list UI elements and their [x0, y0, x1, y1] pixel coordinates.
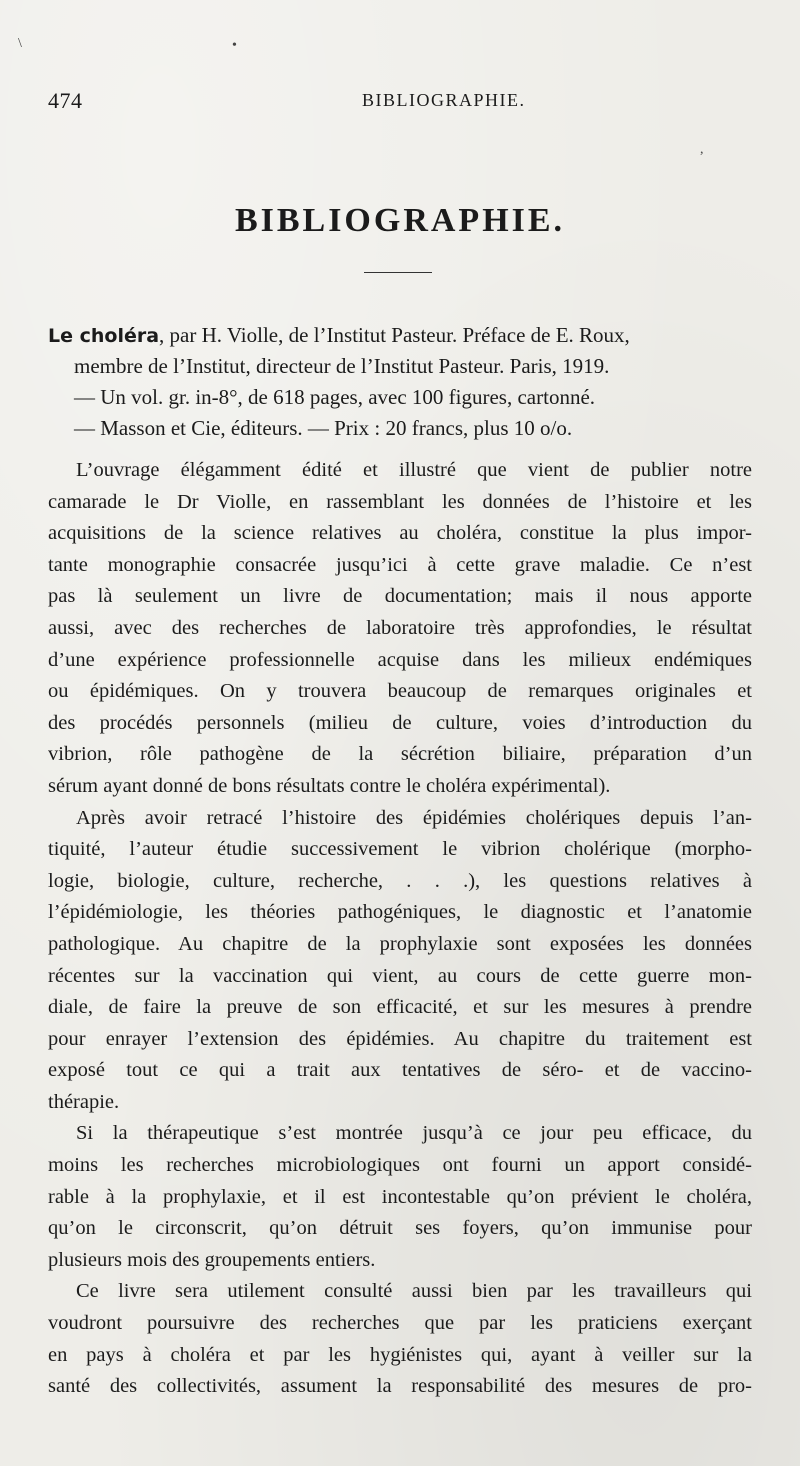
text-line: ou épidémiques. On y trouvera beaucoup de remarques originales et	[48, 680, 752, 703]
text-line: Ce livre sera utilement consulté aussi bien par les travailleurs qui	[76, 1280, 752, 1303]
text-line: logie, biologie, culture, recherche, . . .), les questions relatives à	[48, 869, 752, 892]
text-line: L’ouvrage élégamment édité et illustré que vient de publier notre	[76, 459, 752, 481]
text-line: camarade le Dr Violle, en rassemblant les données de l’histoire et les	[48, 490, 752, 513]
page-number: 474	[48, 88, 83, 113]
text-line: diale, de faire la preuve de son efficacité, et sur les mesures à prendre	[48, 996, 752, 1019]
text-line: voudront poursuivre des recherches que par les praticiens exerçant	[48, 1312, 752, 1335]
text-line: moins les recherches microbiologiques ont fourni un apport considé-	[48, 1154, 752, 1177]
text-line: sérum ayant donné de bons résultats contre le choléra expérimental).	[48, 774, 611, 797]
text-line: pas là seulement un livre de documentation; mais il nous apporte	[48, 585, 752, 608]
text-line: tiquité, l’auteur étudie successivement le vibrion cholérique (morpho-	[48, 838, 752, 861]
text-line: thérapie.	[48, 1090, 120, 1113]
scan-speck: ,	[700, 142, 704, 157]
text-line: pathologique. Au chapitre de la prophylaxie sont exposées les données	[48, 932, 752, 955]
text-line: en pays à choléra et par les hygiénistes qui, ayant à veiller sur la	[48, 1343, 752, 1366]
text-line: d’une expérience professionnelle acquise dans les milieux endémiques	[48, 648, 752, 671]
reference-line	[48, 320, 752, 351]
book-title: Le choléra	[48, 325, 160, 347]
scan-speck: •	[232, 38, 237, 53]
section-title: BIBLIOGRAPHIE.	[234, 202, 566, 239]
text-line: exposé tout ce qui a trait aux tentatives de séro- et de vaccino-	[48, 1059, 752, 1082]
bibliographic-reference	[48, 320, 752, 444]
title-rule	[364, 272, 432, 273]
text-line: des procédés personnels (milieu de culture, voies d’introduction du	[48, 711, 752, 734]
text-line: récentes sur la vaccination qui vient, au cours de cette guerre mon-	[48, 964, 752, 987]
text-line: Si la thérapeutique s’est montrée jusqu’à ce jour peu efficace, du	[76, 1122, 752, 1145]
scan-speck: \	[18, 36, 22, 51]
text-line: aussi, avec des recherches de laboratoire très approfondies, le résultat	[48, 616, 752, 639]
text-line: pour enrayer l’extension des épidémies. Au chapitre du traitement est	[48, 1027, 752, 1050]
text-line: santé des collectivités, assument la responsabilité des mesures de pro-	[48, 1375, 752, 1398]
review-body	[48, 455, 752, 1403]
running-title: BIBLIOGRAPHIE.	[362, 90, 526, 110]
text-line: plusieurs mois des groupements entiers.	[48, 1248, 376, 1271]
text-line: Après avoir retracé l’histoire des épidémies cholériques depuis l’an-	[76, 806, 752, 829]
text-line: vibrion, rôle pathogène de la sécrétion biliaire, préparation d’un	[48, 743, 752, 766]
text-line: tante monographie consacrée jusqu’ici à cette grave maladie. Ce n’est	[48, 553, 752, 576]
running-head	[48, 88, 760, 118]
reference-text: — Masson et Cie, éditeurs. — Prix : 20 francs, plus 10 o/o.	[74, 416, 573, 440]
reference-text: — Un vol. gr. in-8°, de 618 pages, avec 100 figures, cartonné.	[74, 385, 596, 409]
reference-text: membre de l’Institut, directeur de l’Institut Pasteur. Paris, 1919.	[74, 354, 610, 378]
reference-line	[48, 351, 752, 382]
text-line: acquisitions de la science relatives au choléra, constitue la plus impor-	[48, 522, 752, 545]
reference-text: , par H. Violle, de l’Institut Pasteur. Préface de E. Roux,	[159, 323, 630, 347]
text-line: rable à la prophylaxie, et il est incontestable qu’on prévient le choléra,	[48, 1185, 752, 1208]
text-line: qu’on le circonscrit, qu’on détruit ses foyers, qu’on immunise pour	[48, 1217, 752, 1240]
reference-line	[48, 382, 752, 413]
text-line: l’épidémiologie, les théories pathogéniques, le diagnostic et l’anatomie	[48, 901, 752, 924]
reference-line	[48, 413, 752, 444]
